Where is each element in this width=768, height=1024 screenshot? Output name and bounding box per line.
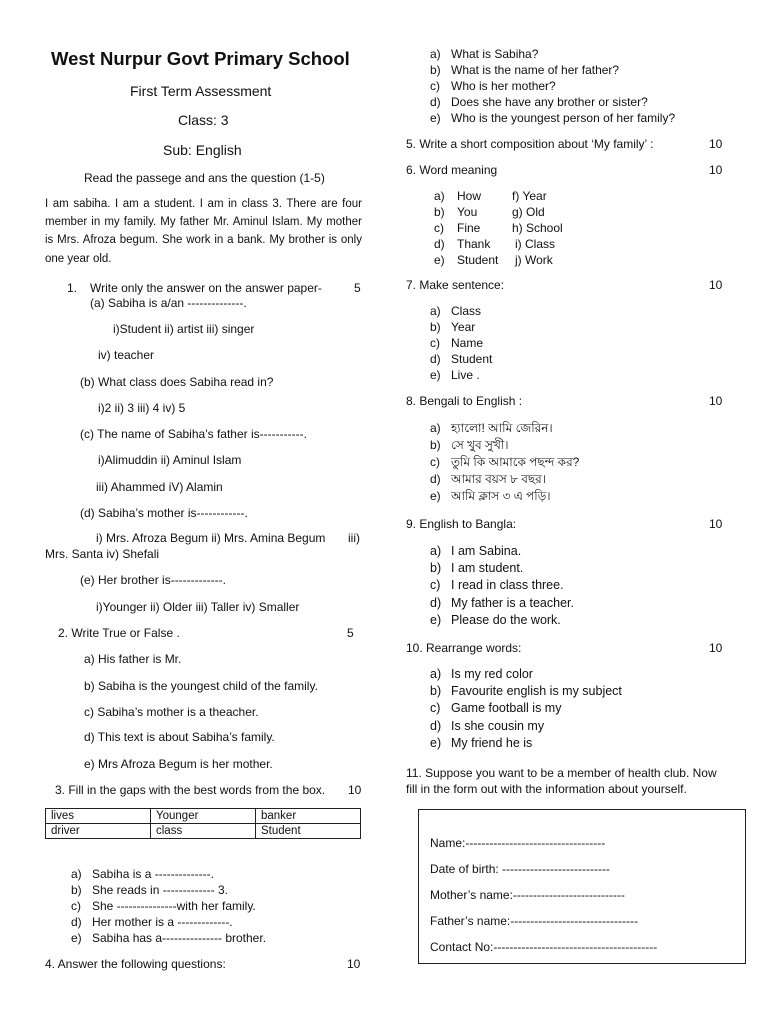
q5-marks: 10 bbox=[709, 137, 723, 151]
q1-item: (e) Her brother is-------------. bbox=[80, 573, 226, 587]
list-item: b) What is the name of her father? bbox=[430, 63, 620, 77]
q1-marks: 5 bbox=[354, 281, 361, 295]
q7-title: 7. Make sentence: bbox=[406, 278, 505, 292]
q10-title: 10. Rearrange words: bbox=[406, 641, 522, 655]
form-field-father: Father’s name:-------------------------------- bbox=[430, 914, 639, 928]
table-row bbox=[46, 824, 361, 839]
form-field-contact: Contact No:----------------------------------------- bbox=[430, 940, 658, 954]
q4-title: 4. Answer the following questions: bbox=[45, 957, 226, 971]
q11-line2: fill in the form out with the information about yourself. bbox=[406, 782, 687, 796]
membership-form-box bbox=[418, 809, 746, 964]
q11-line1: 11. Suppose you want to be a member of health club. Now bbox=[406, 766, 717, 780]
q1-item: (a) Sabiha is a/an --------------. bbox=[90, 296, 247, 310]
word-cell: Younger bbox=[151, 809, 256, 824]
q8-title: 8. Bengali to English : bbox=[406, 394, 523, 408]
q4-marks: 10 bbox=[347, 957, 361, 971]
list-item: a) What is Sabiha? bbox=[430, 47, 539, 61]
q1-title: Write only the answer on the answer paper- bbox=[90, 281, 322, 295]
q2-item: d) This text is about Sabiha’s family. bbox=[84, 730, 275, 744]
q1-item: i)Younger ii) Older iii) Taller iv) Smaller bbox=[96, 600, 300, 614]
q6-marks: 10 bbox=[709, 163, 723, 177]
q1-item: iii) Ahammed iV) Alamin bbox=[96, 480, 223, 494]
exam-name: First Term Assessment bbox=[130, 83, 272, 99]
q9-title: 9. English to Bangla: bbox=[406, 517, 517, 531]
q2-title: 2. Write True or False . bbox=[58, 626, 180, 640]
list-item: c) Who is her mother? bbox=[430, 79, 556, 93]
word-cell: banker bbox=[256, 809, 361, 824]
q8-marks: 10 bbox=[709, 394, 723, 408]
q1-item: Mrs. Santa iv) Shefali bbox=[45, 547, 160, 561]
q1-item: iv) teacher bbox=[98, 348, 155, 362]
word-cell: driver bbox=[46, 824, 151, 839]
q3-title: 3. Fill in the gaps with the best words from the box. bbox=[55, 783, 326, 797]
word-cell: Student bbox=[256, 824, 361, 839]
q2-item: e) Mrs Afroza Begum is her mother. bbox=[84, 757, 273, 771]
form-field-dob: Date of birth: --------------------------- bbox=[430, 862, 610, 876]
form-field-name: Name:----------------------------------- bbox=[430, 836, 606, 850]
word-box bbox=[45, 808, 361, 839]
q1-item: i) Mrs. Afroza Begum ii) Mrs. Amina Begum bbox=[96, 531, 326, 545]
subject-label: Sub: English bbox=[163, 142, 242, 158]
q6-title: 6. Word meaning bbox=[406, 163, 498, 177]
q1-item: i)Alimuddin ii) Aminul Islam bbox=[98, 453, 242, 467]
q5-title: 5. Write a short composition about ‘My family’ : bbox=[406, 137, 654, 151]
form-field-mother: Mother’s name:---------------------------- bbox=[430, 888, 625, 902]
q9-marks: 10 bbox=[709, 517, 723, 531]
list-item: e) Who is the youngest person of her family? bbox=[430, 111, 676, 125]
reading-passage: I am sabiha. I am a student. I am in class 3. There are four member in my family. My father Mr. Aminul Islam. My mother is Mrs. Afroza begum. She work in a bank. My brother is only one year old. bbox=[45, 198, 362, 265]
q1-item: (d) Sabiha’s mother is------------. bbox=[80, 506, 248, 520]
word-cell: class bbox=[151, 824, 256, 839]
q2-item: c) Sabiha’s mother is a theacher. bbox=[84, 705, 259, 719]
table-row bbox=[46, 809, 361, 824]
q1-item: i)Student ii) artist iii) singer bbox=[113, 322, 255, 336]
q1-item: iii) bbox=[348, 531, 360, 545]
q1-item: (c) The name of Sabiha’s father is-----------. bbox=[80, 427, 307, 441]
class-label: Class: 3 bbox=[178, 112, 229, 128]
q2-marks: 5 bbox=[347, 626, 354, 640]
word-cell: lives bbox=[46, 809, 151, 824]
list-item: d) Does she have any brother or sister? bbox=[430, 95, 648, 109]
school-name: West Nurpur Govt Primary School bbox=[51, 48, 350, 69]
q2-item: b) Sabiha is the youngest child of the family. bbox=[84, 679, 318, 693]
q1-item: (b) What class does Sabiha read in? bbox=[80, 375, 274, 389]
q1-number: 1. bbox=[67, 281, 78, 295]
instruction: Read the passege and ans the question (1-5) bbox=[84, 171, 325, 185]
q2-item: a) His father is Mr. bbox=[84, 652, 182, 666]
q7-marks: 10 bbox=[709, 278, 723, 292]
q1-item: i)2 ii) 3 iii) 4 iv) 5 bbox=[98, 401, 186, 415]
q10-marks: 10 bbox=[709, 641, 723, 655]
q4-list bbox=[430, 46, 730, 126]
q3-marks: 10 bbox=[348, 783, 362, 797]
